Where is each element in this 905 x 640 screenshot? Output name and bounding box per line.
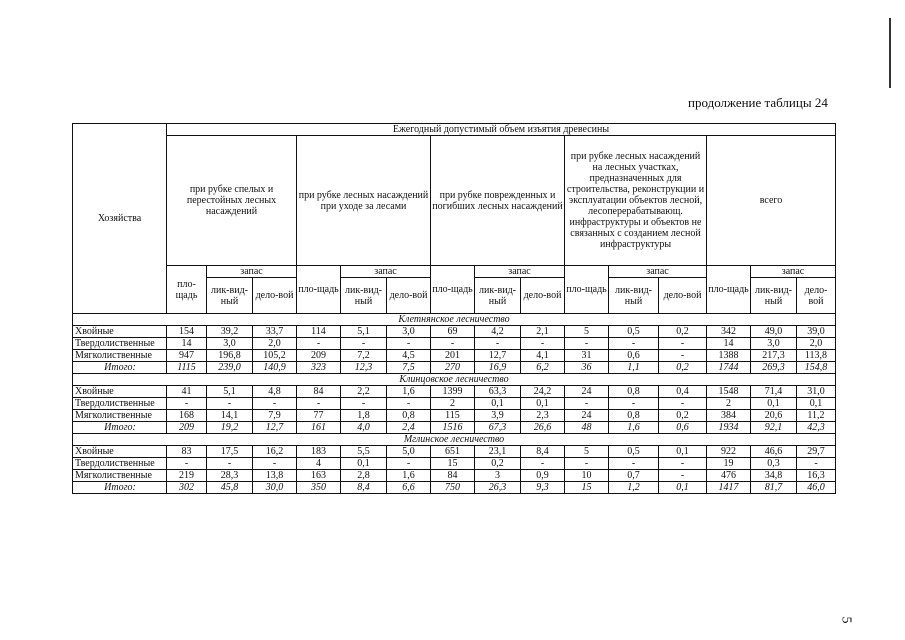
- table-cell: 26,3: [475, 482, 521, 494]
- table-cell: 201: [431, 350, 475, 362]
- table-cell: 14: [167, 338, 207, 350]
- table-row: [73, 398, 836, 410]
- table-cell: 1516: [431, 422, 475, 434]
- header-liquid: лик-вид-ный: [475, 278, 521, 314]
- table-cell: 10: [565, 470, 609, 482]
- table-cell: 4,8: [253, 386, 297, 398]
- table-cell: 4,5: [387, 350, 431, 362]
- table-cell: 0,3: [751, 458, 797, 470]
- table-cell: 19,2: [207, 422, 253, 434]
- table-cell: 270: [431, 362, 475, 374]
- table-cell: 0,2: [659, 362, 707, 374]
- header-stock: запас: [207, 266, 297, 278]
- section-header-row: [73, 434, 836, 446]
- table-cell: -: [797, 458, 836, 470]
- table-cell: 163: [297, 470, 341, 482]
- header-business: дело-вой: [659, 278, 707, 314]
- table-cell: 0,7: [609, 470, 659, 482]
- table-cell: 69: [431, 326, 475, 338]
- table-cell: 1934: [707, 422, 751, 434]
- table-cell: 1,2: [609, 482, 659, 494]
- table-cell: 342: [707, 326, 751, 338]
- header-business: дело-вой: [253, 278, 297, 314]
- header-area: пло-щадь: [167, 266, 207, 314]
- table-cell: 34,8: [751, 470, 797, 482]
- table-cell: 28,3: [207, 470, 253, 482]
- table-cell: 922: [707, 446, 751, 458]
- table-cell: -: [387, 398, 431, 410]
- table-cell: 3: [475, 470, 521, 482]
- table-cell: 0,2: [659, 326, 707, 338]
- table-cell: 0,1: [341, 458, 387, 470]
- header-liquid: лик-вид-ный: [751, 278, 797, 314]
- table-cell: 350: [297, 482, 341, 494]
- table-row: [73, 458, 836, 470]
- table-cell: 1,6: [387, 470, 431, 482]
- table-cell: 1744: [707, 362, 751, 374]
- edge-line: [889, 18, 891, 88]
- header-liquid: лик-вид-ный: [609, 278, 659, 314]
- table-cell: 67,3: [475, 422, 521, 434]
- table-cell: 20,6: [751, 410, 797, 422]
- table-cell: -: [387, 338, 431, 350]
- table-cell: 2,0: [797, 338, 836, 350]
- table-cell: 113,8: [797, 350, 836, 362]
- table-cell: -: [341, 338, 387, 350]
- table-cell: 8,4: [341, 482, 387, 494]
- table-cell: 71,4: [751, 386, 797, 398]
- table-cell: -: [207, 398, 253, 410]
- table-cell: 84: [297, 386, 341, 398]
- table-cell: 8,4: [521, 446, 565, 458]
- table-cell: 140,9: [253, 362, 297, 374]
- table-cell: 24: [565, 386, 609, 398]
- table-cell: 81,7: [751, 482, 797, 494]
- table-cell: 0,2: [659, 410, 707, 422]
- table-cell: -: [387, 458, 431, 470]
- table-cell: 15: [431, 458, 475, 470]
- table-cell: 1417: [707, 482, 751, 494]
- table-cell: 323: [297, 362, 341, 374]
- table-cell: 30,0: [253, 482, 297, 494]
- table-cell: 5: [565, 446, 609, 458]
- table-cell: -: [297, 338, 341, 350]
- table-cell: 114: [297, 326, 341, 338]
- table-cell: -: [659, 470, 707, 482]
- header-area: пло-щадь: [297, 266, 341, 314]
- table-cell: 4,0: [341, 422, 387, 434]
- table-cell: 24: [565, 410, 609, 422]
- table-cell: 0,1: [797, 398, 836, 410]
- table-cell: 209: [167, 422, 207, 434]
- table-cell: 209: [297, 350, 341, 362]
- table-body: [73, 314, 836, 494]
- table-cell: 0,6: [609, 350, 659, 362]
- table-cell: 2,1: [521, 326, 565, 338]
- table-cell: 750: [431, 482, 475, 494]
- header-area: пло-щадь: [707, 266, 751, 314]
- table-cell: 84: [431, 470, 475, 482]
- row-label: Твердолиственные: [73, 338, 167, 350]
- table-cell: -: [297, 398, 341, 410]
- table-cell: -: [521, 338, 565, 350]
- header-area: пло-щадь: [565, 266, 609, 314]
- table-cell: 0,9: [521, 470, 565, 482]
- table-cell: 1399: [431, 386, 475, 398]
- table-cell: -: [659, 350, 707, 362]
- table-cell: 33,7: [253, 326, 297, 338]
- section-header-row: [73, 374, 836, 386]
- forest-table: [72, 123, 836, 494]
- table-cell: 0,1: [659, 446, 707, 458]
- table-row: [73, 470, 836, 482]
- table-cell: 12,7: [475, 350, 521, 362]
- section-title: Клетнянское лесничество: [73, 314, 836, 326]
- table-cell: -: [207, 458, 253, 470]
- table-cell: -: [521, 458, 565, 470]
- table-cell: 7,9: [253, 410, 297, 422]
- table-row: [73, 386, 836, 398]
- table-cell: 16,2: [253, 446, 297, 458]
- table-cell: 476: [707, 470, 751, 482]
- table-total-row: [73, 362, 836, 374]
- table-cell: 17,5: [207, 446, 253, 458]
- table-cell: 26,6: [521, 422, 565, 434]
- header-group-5: всего: [707, 136, 836, 266]
- table-cell: 2,8: [341, 470, 387, 482]
- header-group-3: при рубке поврежденных и погибших лесных насаждений: [431, 136, 565, 266]
- table-cell: 83: [167, 446, 207, 458]
- table-cell: 1115: [167, 362, 207, 374]
- table-cell: -: [253, 398, 297, 410]
- table-cell: -: [167, 398, 207, 410]
- header-farm: Хозяйства: [73, 124, 167, 314]
- header-group-4: при рубке лесных насаждений на лесных участках, предназначенных для строительства, реконструкции и эксплуатации объектов лесной, лесоперерабатывающ. инфраструктуры и объектов не связанных с созданием лесной инфраструктуры: [565, 136, 707, 266]
- header-business: дело-вой: [797, 278, 836, 314]
- table-cell: 0,1: [751, 398, 797, 410]
- row-label: Хвойные: [73, 326, 167, 338]
- table-row: [73, 338, 836, 350]
- table-cell: 39,0: [797, 326, 836, 338]
- section-title: Мглинское лесничество: [73, 434, 836, 446]
- table-cell: 12,7: [253, 422, 297, 434]
- table-cell: 219: [167, 470, 207, 482]
- table-cell: 2: [431, 398, 475, 410]
- table-cell: 0,8: [387, 410, 431, 422]
- table-cell: 947: [167, 350, 207, 362]
- table-cell: 168: [167, 410, 207, 422]
- table-cell: -: [565, 338, 609, 350]
- table-row: [73, 446, 836, 458]
- table-cell: 5,0: [387, 446, 431, 458]
- row-label: Хвойные: [73, 386, 167, 398]
- table-cell: 36: [565, 362, 609, 374]
- table-cell: 0,1: [475, 398, 521, 410]
- header-liquid: лик-вид-ный: [207, 278, 253, 314]
- section-title: Клинцовское лесничество: [73, 374, 836, 386]
- table-cell: -: [609, 458, 659, 470]
- section-header-row: [73, 314, 836, 326]
- table-cell: 1,8: [341, 410, 387, 422]
- table-cell: 19: [707, 458, 751, 470]
- table-cell: 0,8: [609, 386, 659, 398]
- header-area: пло-щадь: [431, 266, 475, 314]
- table-row: [73, 410, 836, 422]
- row-label: Хвойные: [73, 446, 167, 458]
- table-cell: 3,9: [475, 410, 521, 422]
- row-label: Итого:: [73, 422, 167, 434]
- header-stock: запас: [341, 266, 431, 278]
- table-cell: 6,2: [521, 362, 565, 374]
- table-cell: 7,2: [341, 350, 387, 362]
- table-cell: 42,3: [797, 422, 836, 434]
- table-cell: -: [565, 398, 609, 410]
- table-cell: 3,0: [751, 338, 797, 350]
- header-business: дело-вой: [387, 278, 431, 314]
- table-cell: 15: [565, 482, 609, 494]
- row-label: Итого:: [73, 362, 167, 374]
- table-total-row: [73, 482, 836, 494]
- table-cell: 0,1: [659, 482, 707, 494]
- table-cell: 48: [565, 422, 609, 434]
- table-cell: 11,2: [797, 410, 836, 422]
- table-cell: 0,8: [609, 410, 659, 422]
- table-cell: 0,6: [659, 422, 707, 434]
- table-cell: 6,6: [387, 482, 431, 494]
- header-main: Ежегодный допустимый объем изъятия древесины: [167, 124, 836, 136]
- table-cell: 9,3: [521, 482, 565, 494]
- table-cell: -: [475, 338, 521, 350]
- table-cell: 4,2: [475, 326, 521, 338]
- row-label: Твердолиственные: [73, 458, 167, 470]
- table-cell: 46,6: [751, 446, 797, 458]
- table-cell: 4: [297, 458, 341, 470]
- table-cell: 16,9: [475, 362, 521, 374]
- table-cell: 183: [297, 446, 341, 458]
- table-cell: 196,8: [207, 350, 253, 362]
- table-cell: 23,1: [475, 446, 521, 458]
- table-cell: 16,3: [797, 470, 836, 482]
- table-cell: 13,8: [253, 470, 297, 482]
- table-cell: -: [341, 398, 387, 410]
- page-number: 5: [838, 616, 854, 624]
- table-cell: 2: [707, 398, 751, 410]
- table-cell: 4,1: [521, 350, 565, 362]
- table-cell: 384: [707, 410, 751, 422]
- table-cell: -: [431, 338, 475, 350]
- table-cell: 24,2: [521, 386, 565, 398]
- table-cell: 45,8: [207, 482, 253, 494]
- table-cell: 63,3: [475, 386, 521, 398]
- table-cell: 92,1: [751, 422, 797, 434]
- header-business: дело-вой: [521, 278, 565, 314]
- table-cell: -: [659, 458, 707, 470]
- table-cell: 41: [167, 386, 207, 398]
- table-cell: -: [659, 398, 707, 410]
- table-cell: 1548: [707, 386, 751, 398]
- table-cell: 3,0: [207, 338, 253, 350]
- table-cell: 239,0: [207, 362, 253, 374]
- table-cell: 39,2: [207, 326, 253, 338]
- table-cell: 1388: [707, 350, 751, 362]
- table-cell: 2,4: [387, 422, 431, 434]
- header-stock: запас: [751, 266, 836, 278]
- table-cell: 2,3: [521, 410, 565, 422]
- row-label: Итого:: [73, 482, 167, 494]
- table-cell: 651: [431, 446, 475, 458]
- table-cell: 0,5: [609, 326, 659, 338]
- table-cell: 154,8: [797, 362, 836, 374]
- table-cell: 46,0: [797, 482, 836, 494]
- table-row: [73, 350, 836, 362]
- table-cell: 12,3: [341, 362, 387, 374]
- header-group-2: при рубке лесных насаждений при уходе за лесами: [297, 136, 431, 266]
- table-cell: 0,1: [521, 398, 565, 410]
- table-cell: 1,1: [609, 362, 659, 374]
- table-cell: 31,0: [797, 386, 836, 398]
- table-cell: 1,6: [387, 386, 431, 398]
- table-cell: -: [609, 338, 659, 350]
- table-cell: 217,3: [751, 350, 797, 362]
- header-group-1: при рубке спелых и перестойных лесных насаждений: [167, 136, 297, 266]
- table-cell: 5,1: [341, 326, 387, 338]
- table-cell: 14: [707, 338, 751, 350]
- table-cell: 14,1: [207, 410, 253, 422]
- table-cell: 5,1: [207, 386, 253, 398]
- table-cell: 161: [297, 422, 341, 434]
- table-cell: 269,3: [751, 362, 797, 374]
- continuation-title: продолжение таблицы 24: [688, 95, 828, 110]
- table-cell: 0,4: [659, 386, 707, 398]
- table-cell: 7,5: [387, 362, 431, 374]
- row-label: Твердолиственные: [73, 398, 167, 410]
- table-cell: -: [167, 458, 207, 470]
- table-cell: 49,0: [751, 326, 797, 338]
- table-cell: 2,0: [253, 338, 297, 350]
- table-cell: -: [565, 458, 609, 470]
- table-row: [73, 326, 836, 338]
- table-cell: 0,5: [609, 446, 659, 458]
- table-cell: 3,0: [387, 326, 431, 338]
- table-cell: 105,2: [253, 350, 297, 362]
- table-cell: 0,2: [475, 458, 521, 470]
- table-cell: 5,5: [341, 446, 387, 458]
- table-cell: -: [253, 458, 297, 470]
- table-cell: 29,7: [797, 446, 836, 458]
- header-stock: запас: [475, 266, 565, 278]
- table-cell: 77: [297, 410, 341, 422]
- row-label: Мягколиственные: [73, 350, 167, 362]
- table-cell: 115: [431, 410, 475, 422]
- row-label: Мягколиственные: [73, 410, 167, 422]
- table-cell: 1,6: [609, 422, 659, 434]
- table-total-row: [73, 422, 836, 434]
- table-cell: 31: [565, 350, 609, 362]
- header-stock: запас: [609, 266, 707, 278]
- row-label: Мягколиственные: [73, 470, 167, 482]
- table-cell: -: [609, 398, 659, 410]
- table-cell: 5: [565, 326, 609, 338]
- table-cell: 154: [167, 326, 207, 338]
- table-cell: 2,2: [341, 386, 387, 398]
- header-liquid: лик-вид-ный: [341, 278, 387, 314]
- table-cell: 302: [167, 482, 207, 494]
- table-cell: -: [659, 338, 707, 350]
